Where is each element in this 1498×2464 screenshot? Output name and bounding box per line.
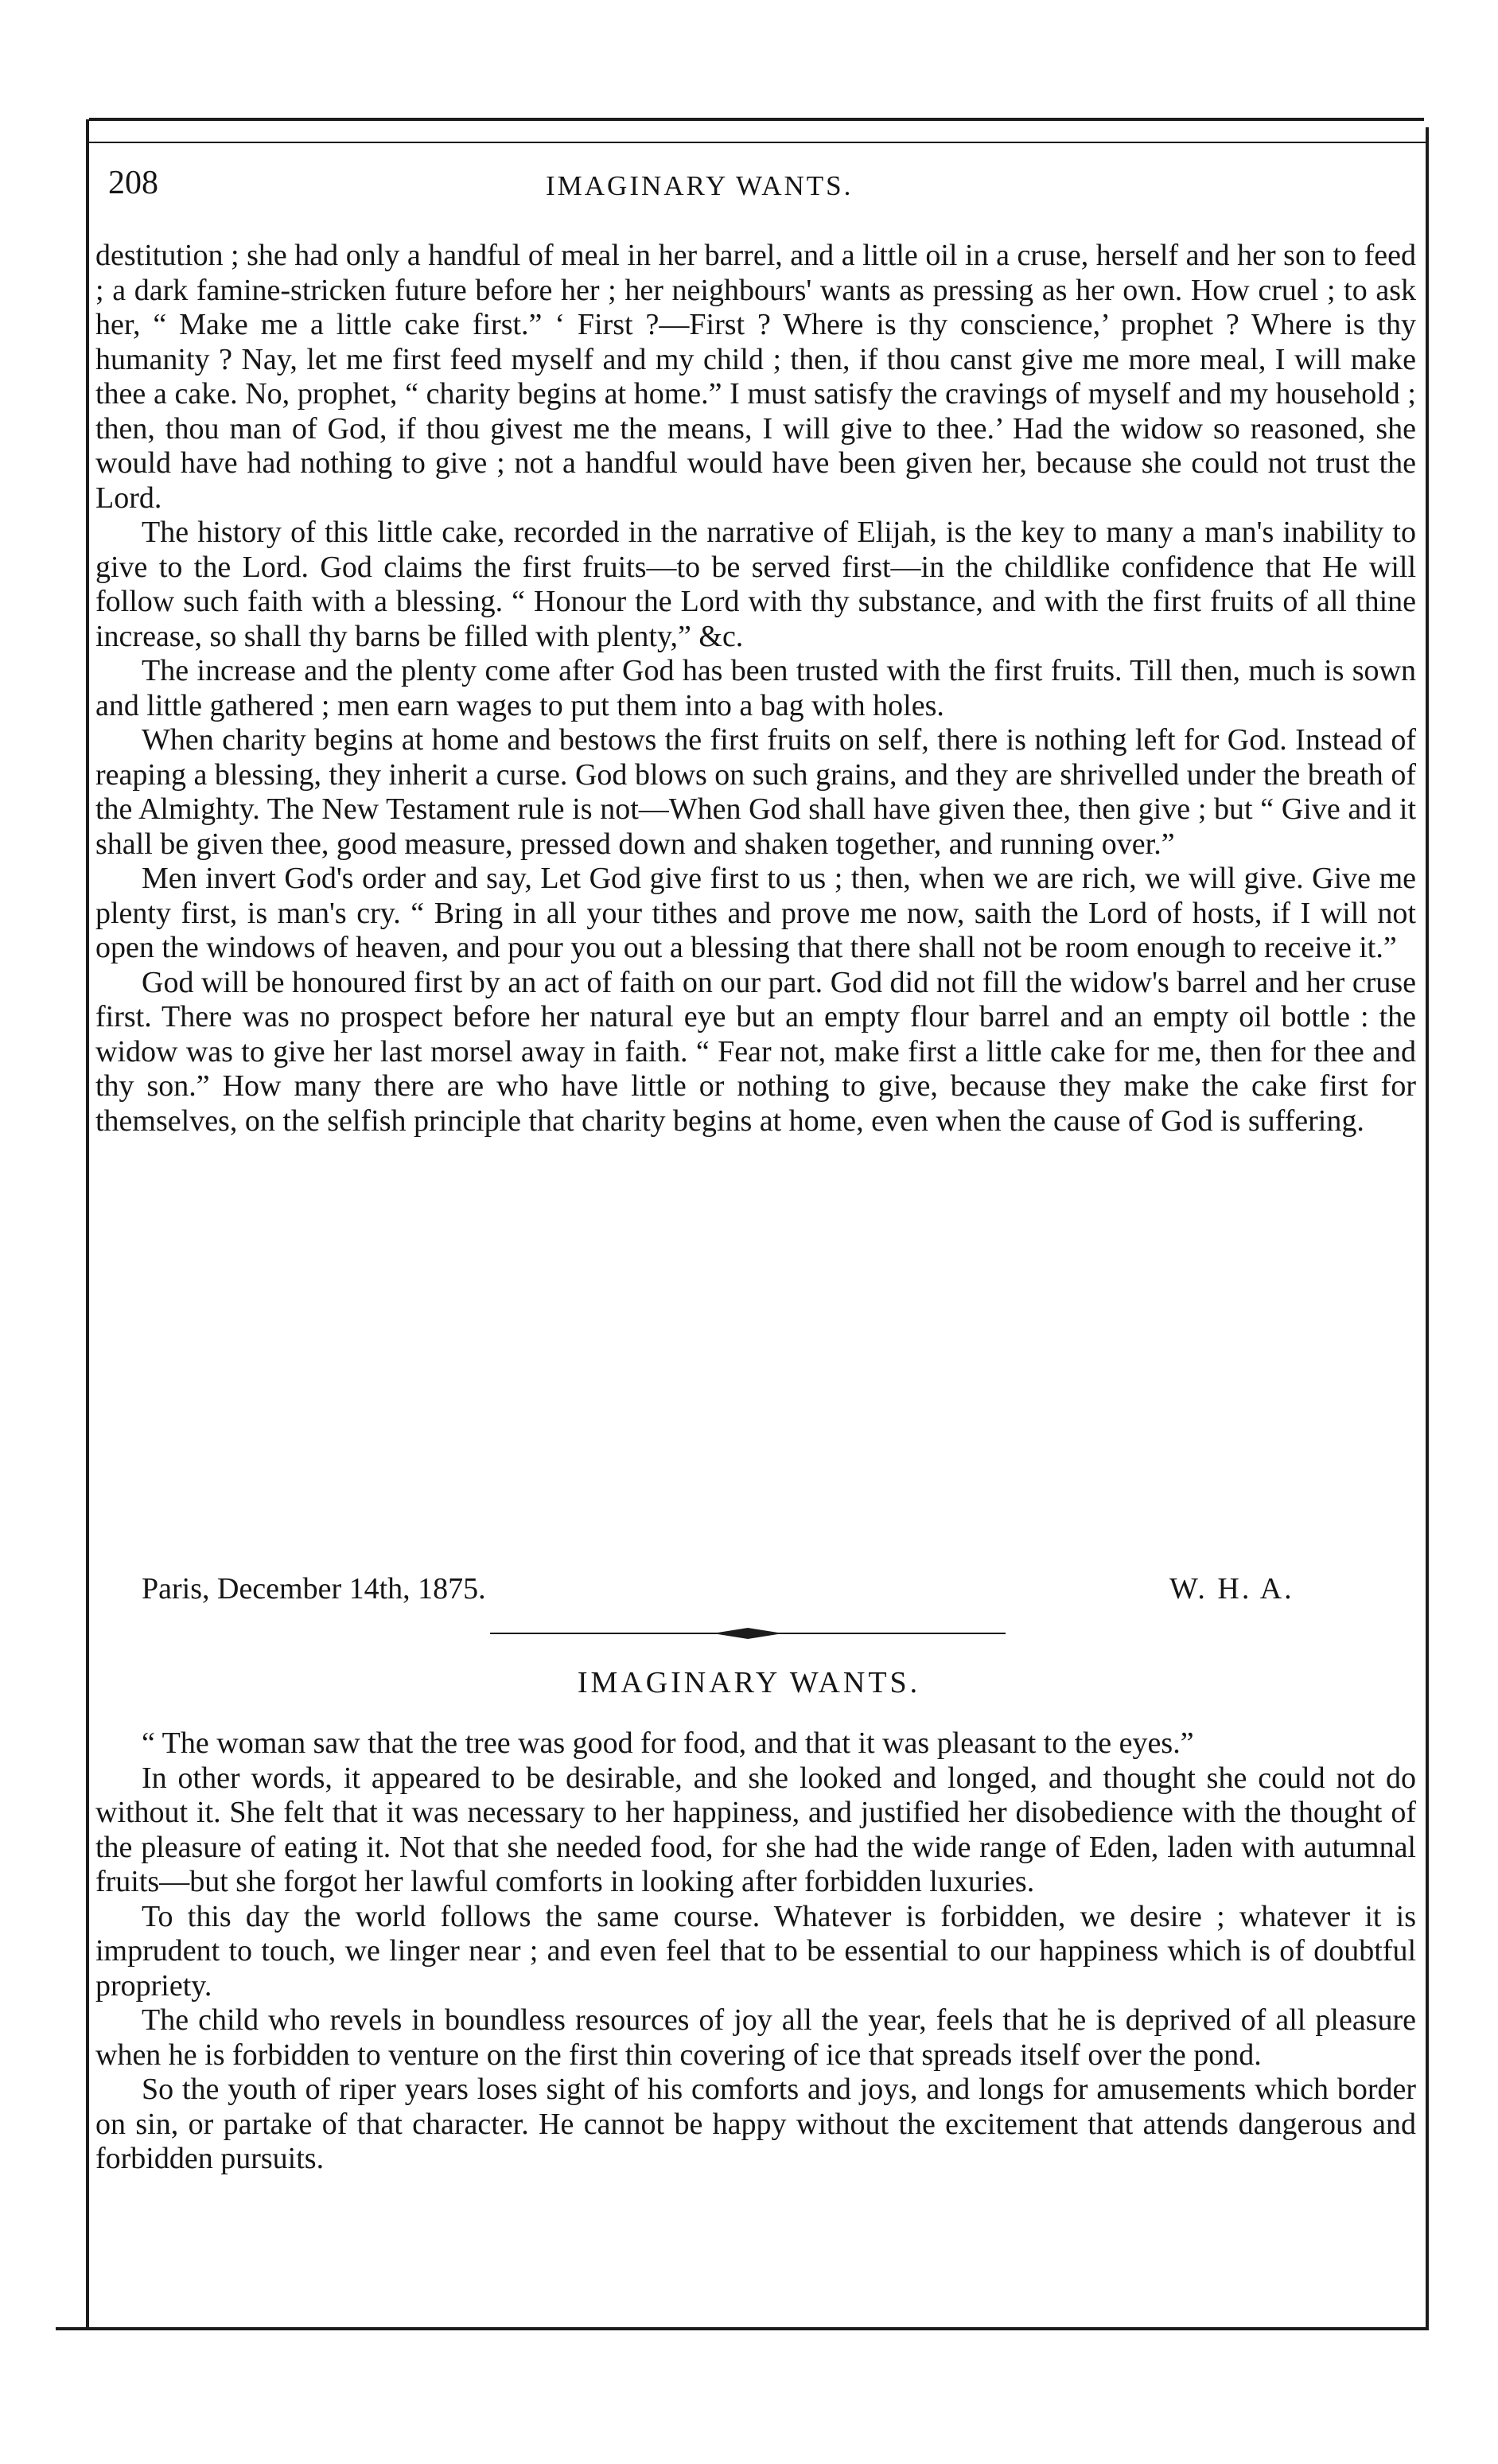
article-1-body — [95, 239, 1416, 1139]
top-border-rule — [89, 118, 1424, 121]
section-title: IMAGINARY WANTS. — [577, 1666, 921, 1699]
paragraph: So the youth of riper years loses sight of his comforts and joys, and longs for amusements which border on sin, or partake of that character. He cannot be happy without the excitement that attends dangerous and forbidden pursuits. — [95, 2073, 1416, 2175]
bottom-border-rule — [56, 2327, 1429, 2330]
paragraph: The increase and the plenty come after God has been trusted with the first fruits. Till then, much is sown and little gathered ; men earn wages to put them into a bag with holes. — [95, 654, 1416, 722]
paragraph: To this day the world follows the same course. Whatever is forbidden, we desire ; whatever it is imprudent to touch, we linger near ; and even feel that to be essential to our happiness which is of doubtful propriety. — [95, 1899, 1416, 2003]
paragraph: Men invert God's order and say, Let God give first to us ; then, when we are rich, we will give. Give me plenty first, is man's cry. “ Bring in all your tithes and prove me now, saith the Lord of hosts, if I will not open the windows of heaven, and pour you out a blessing that there shall not be room enough to receive it.” — [95, 862, 1416, 964]
page-number: 208 — [108, 165, 158, 201]
right-border-rule — [1426, 127, 1429, 2327]
left-border-rule — [86, 119, 89, 2327]
author-initials: W. H. A. — [1169, 1572, 1294, 1606]
paragraph: God will be honoured first by an act of faith on our part. God did not fill the widow's barrel and her cruse first. There was no prospect before her natural eye but an empty flour barrel and an empty oil bottle : the widow was to give her last morsel away in faith. “ Fear not, make first a little cake for me, then for thee and thy son.” How many there are who have little or nothing to give, because they make the cake first for themselves, on the selfish principle that charity begins at home, even when the cause of God is suffering. — [95, 965, 1416, 1138]
paragraph: The history of this little cake, recorded in the narrative of Elijah, is the key to many a man's inability to give to the Lord. God claims the first fruits—to be served first—in the childlike confidence that He will follow such faith with a blessing. “ Honour the Lord with thy substance, and with the first fruits of all thine increase, so shall thy barns be filled with plenty,” &c. — [95, 516, 1416, 653]
page-header — [108, 164, 1413, 212]
paragraph: destitution ; she had only a handful of meal in her barrel, and a little oil in a cruse, herself and her son to feed ; a dark famine-stricken future before her ; her neighbours' wants as pressing as her own. How cruel ; to ask her, “ Make me a little cake first.” ‘ First ?—First ? Where is thy conscience,’ prophet ? Where is thy humanity ? Nay, let me first feed myself and my child ; then, if thou canst give me more meal, I will make thee a cake. No, prophet, “ charity begins at home.” I must satisfy the cravings of myself and my household ; then, thou man of God, if thou givest me the means, I will give to thee.’ Had the widow so reasoned, she would have had nothing to give ; not a handful would have been given her, because she could not trust the Lord. — [95, 239, 1416, 515]
article-2-body — [95, 1726, 1416, 2177]
paragraph: When charity begins at home and bestows the first fruits on self, there is nothing left for God. Instead of reaping a blessing, they inherit a curse. God blows on such grains, and they are shrivelled under the breath of the Almighty. The New Testament rule is not—When God shall have given thee, then give ; but “ Give and it shall be given thee, good measure, pressed down and shaken together, and running over.” — [95, 723, 1416, 861]
header-rule — [89, 142, 1426, 143]
signature-line — [142, 1571, 1367, 1608]
running-title: IMAGINARY WANTS. — [546, 170, 854, 201]
place-date: Paris, December 14th, 1875. — [142, 1572, 486, 1606]
section-divider-ornament — [490, 1623, 1006, 1644]
paragraph: “ The woman saw that the tree was good for food, and that it was pleasant to the eyes.” — [142, 1726, 1194, 1760]
paragraph: In other words, it appeared to be desirable, and she looked and longed, and thought she could not do without it. She felt that it was necessary to her happiness, and justified her disobedience with the thought of the pleasure of eating it. Not that she needed food, for she had the wide range of Eden, laden with autumnal fruits—but she forgot her lawful comforts in looking after forbidden luxuries. — [95, 1761, 1416, 1898]
paragraph: The child who revels in boundless resources of joy all the year, feels that he is deprived of all pleasure when he is forbidden to venture on the first thin covering of ice that spreads itself over the pond. — [95, 2003, 1416, 2072]
